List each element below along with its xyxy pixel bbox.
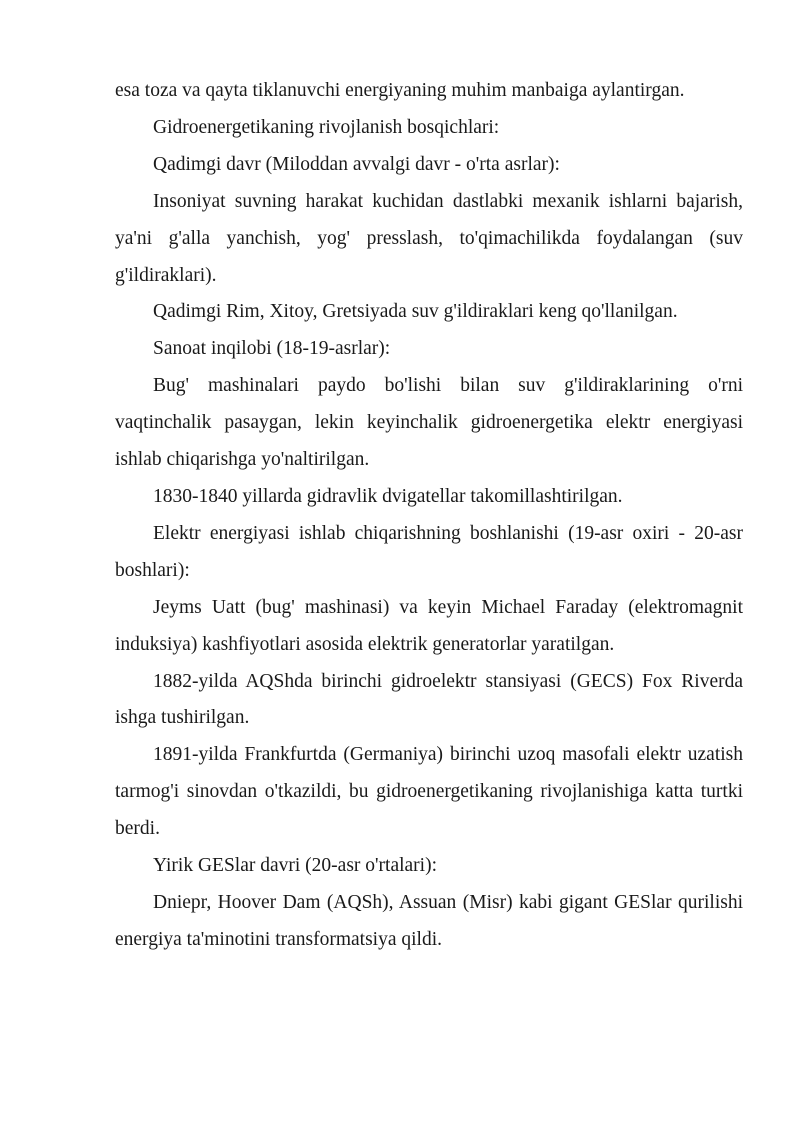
paragraph-generators: Jeyms Uatt (bug' mashinasi) va keyin Michael Faraday (elektromagnit induksiya) kashfiyotlari asosida elektrik generatorlar yaratilgan. (115, 596, 743, 655)
paragraph-frankfurt-transmission: 1891-yilda Frankfurtda (Germaniya) birinchi uzoq masofali elektr uzatish tarmog'i sinovdan o'tkazildi, bu gidroenergetikaning rivojlanishiga katta turtki berdi. (115, 744, 743, 840)
subheading-large-hydro-era: Yirik GESlar davri (20-asr o'rtalari): (153, 855, 438, 877)
paragraph-steam-engines: Bug' mashinalari paydo bo'lishi bilan suv g'ildiraklarining o'rni vaqtinchalik pasaygan, lekin keyinchalik gidroenergetika elektr energiyasi ishlab chiqarishga yo'naltirilgan. (115, 375, 743, 471)
paragraph-ancient-regions: Qadimgi Rim, Xitoy, Gretsiyada suv g'ildiraklari keng qo'llanilgan. (153, 301, 678, 323)
document-page (115, 73, 743, 959)
paragraph-giant-hydro-plants: Dniepr, Hoover Dam (AQSh), Assuan (Misr) kabi gigant GESlar qurilishi energiya ta'minotini transformatsiya qildi. (115, 891, 743, 950)
paragraph-continuation: esa toza va qayta tiklanuvchi energiyaning muhim manbaiga aylantirgan. (115, 80, 685, 101)
paragraph-hydraulic-engines: 1830-1840 yillarda gidravlik dvigatellar takomillashtirilgan. (153, 485, 623, 507)
paragraph-water-wheels: Insoniyat suvning harakat kuchidan dastlabki mexanik ishlarni bajarish, ya'ni g'alla yanchish, yog' presslash, to'qimachilikda foydalangan (suv g'ildiraklari). (115, 190, 743, 286)
subheading-industrial-revolution: Sanoat inqilobi (18-19-asrlar): (153, 338, 391, 360)
section-heading-stages: Gidroenergetikaning rivojlanish bosqichlari: (153, 116, 500, 138)
paragraph-first-hydro-station: 1882-yilda AQShda birinchi gidroelektr stansiyasi (GECS) Fox Riverda ishga tushirilgan. (115, 670, 743, 729)
subheading-ancient-period: Qadimgi davr (Miloddan avvalgi davr - o'rta asrlar): (153, 153, 560, 175)
subheading-electricity-beginning: Elektr energiyasi ishlab chiqarishning boshlanishi (19-asr oxiri - 20-asr boshlari): (115, 522, 743, 581)
